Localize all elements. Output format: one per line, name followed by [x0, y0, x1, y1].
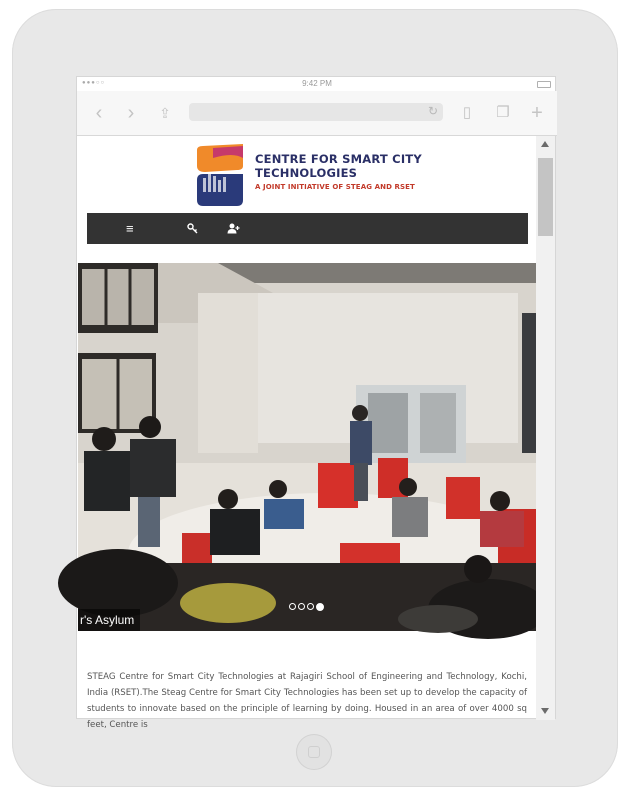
plus-icon[interactable]: +	[531, 102, 543, 124]
logo-subtitle: A JOINT INITIATIVE OF STEAG AND RSET	[255, 183, 415, 191]
home-square-icon	[308, 746, 320, 758]
intro-paragraph: STEAG Centre for Smart City Technologies at Rajagiri School of Engineering and Technology, Kochi, India (RSET).The Steag Centre for Smart City Technologies has been set up to develop the capacity of students to innovate based on the principle of learning by doing. Housed in an area of over 4000 sq feet, Centre is	[87, 672, 527, 730]
logo-title-line1: CENTRE FOR SMART CITY	[255, 152, 422, 166]
scroll-thumb[interactable]	[538, 158, 553, 236]
share-icon[interactable]: ⇪	[159, 105, 171, 121]
user-add-icon[interactable]	[227, 213, 240, 244]
logo-text	[255, 152, 425, 191]
back-icon[interactable]: ‹	[95, 102, 103, 124]
logo-title-line2: TECHNOLOGIES	[255, 166, 358, 180]
main-navbar	[87, 213, 528, 244]
page-scrollbar[interactable]	[536, 136, 555, 720]
slide-caption: r's Asylum	[78, 609, 140, 631]
status-time: 9:42 PM	[302, 79, 332, 88]
forward-icon[interactable]: ›	[127, 102, 135, 124]
book-icon[interactable]: ▯	[462, 104, 472, 121]
browser-toolbar	[77, 91, 557, 136]
slide-dot-4[interactable]	[316, 603, 324, 611]
hero-slider[interactable]	[78, 263, 536, 631]
battery-icon	[537, 81, 551, 88]
logo-emblem-icon	[193, 144, 249, 208]
menu-icon[interactable]: ≡	[126, 221, 134, 236]
slide-photo	[78, 263, 536, 631]
reload-icon[interactable]: ↻	[427, 104, 438, 118]
address-bar[interactable]	[189, 103, 443, 121]
home-button[interactable]	[296, 734, 332, 770]
tabs-icon[interactable]: ❐	[496, 104, 510, 121]
site-logo[interactable]	[193, 144, 423, 208]
scroll-down-icon[interactable]	[541, 708, 549, 714]
web-page	[77, 136, 537, 730]
key-icon[interactable]	[187, 213, 198, 244]
tablet-screen	[76, 76, 556, 730]
status-bar	[77, 77, 557, 91]
scroll-up-icon[interactable]	[541, 141, 549, 147]
signal-icon: ●●●○○	[82, 80, 106, 86]
slider-indicators	[289, 598, 326, 606]
